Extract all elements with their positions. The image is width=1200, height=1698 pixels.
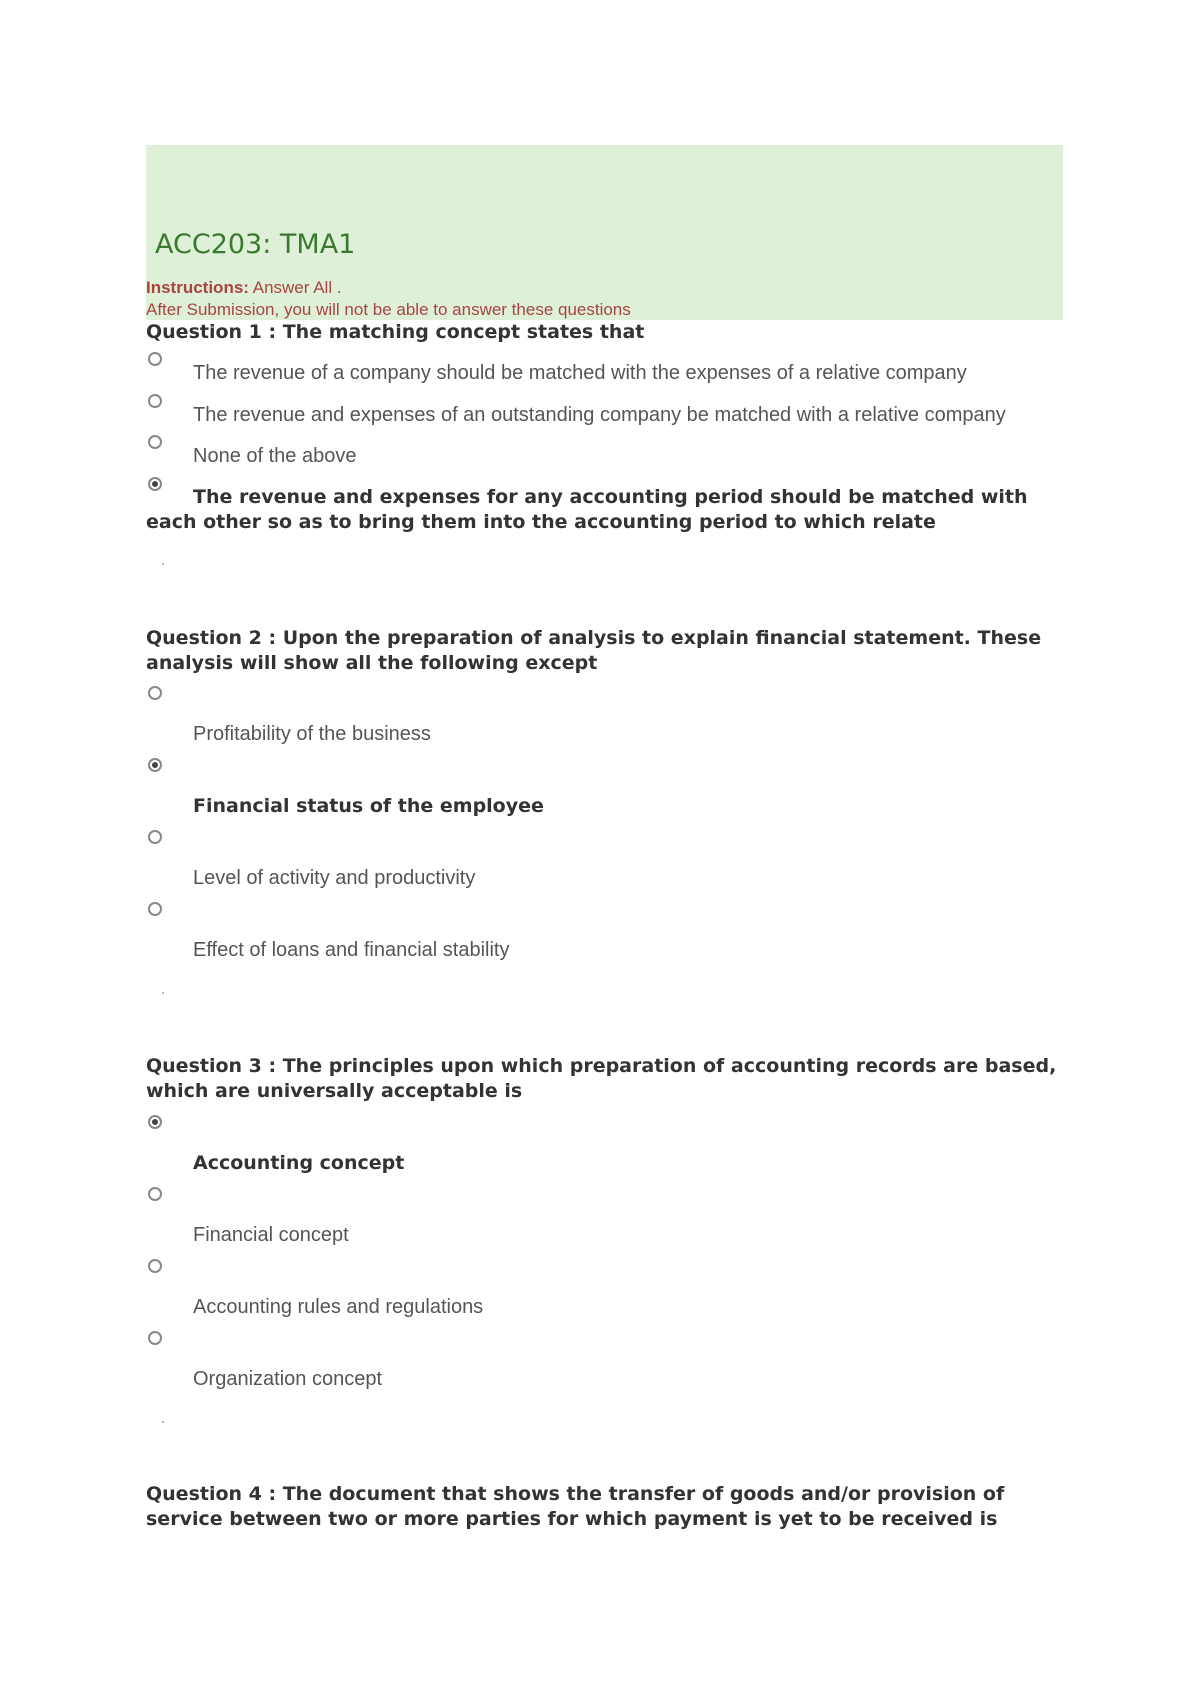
- instructions-label: Instructions:: [146, 278, 249, 297]
- question-4-title: Question 4 : The document that shows the transfer of goods and/or provision of service between two or more parties for which payment is yet to be received is: [146, 1483, 1005, 1530]
- separator-dot: [162, 563, 164, 565]
- question-2-option-3-label[interactable]: Level of activity and productivity: [193, 867, 476, 889]
- question-1-option-3-label[interactable]: None of the above: [193, 445, 357, 467]
- submission-warning: After Submission, you will not be able to answer these questions: [146, 300, 631, 319]
- question-2-option-4-radio[interactable]: [148, 902, 162, 916]
- question-3-option-1-label[interactable]: Accounting concept: [193, 1152, 405, 1174]
- question-1-option-1-label[interactable]: The revenue of a company should be matched with the expenses of a relative company: [193, 362, 967, 384]
- separator-dot: [162, 1421, 164, 1423]
- question-3-option-3-label[interactable]: Accounting rules and regulations: [193, 1296, 484, 1318]
- question-3-title: Question 3 : The principles upon which preparation of accounting records are based, which are universally acceptable is: [146, 1055, 1057, 1102]
- question-3-option-4-radio[interactable]: [148, 1331, 162, 1345]
- question-1-option-1-radio[interactable]: [148, 352, 162, 366]
- question-1-option-2-label[interactable]: The revenue and expenses of an outstanding company be matched with a relative company: [193, 404, 1006, 426]
- question-2-title: Question 2 : Upon the preparation of analysis to explain financial statement. These analysis will show all the following except: [146, 627, 1042, 674]
- question-1-option-2-radio[interactable]: [148, 394, 162, 408]
- question-2-option-4-label[interactable]: Effect of loans and financial stability: [193, 939, 510, 961]
- question-3-option-2-label[interactable]: Financial concept: [193, 1224, 349, 1246]
- question-2-option-2-label[interactable]: Financial status of the employee: [193, 795, 544, 817]
- question-3-option-3-radio[interactable]: [148, 1259, 162, 1273]
- separator-dot: [162, 992, 164, 994]
- question-2-option-2-radio[interactable]: [148, 758, 162, 772]
- page-title: ACC203: TMA1: [155, 229, 356, 260]
- question-3-option-1-radio[interactable]: [148, 1115, 162, 1129]
- question-3-option-4-label[interactable]: Organization concept: [193, 1368, 383, 1390]
- question-1-option-4-label[interactable]: The revenue and expenses for any accounting period should be matched with each other so as to bring them into the accounting period to which relate: [146, 486, 1028, 533]
- question-3-option-2-radio[interactable]: [148, 1187, 162, 1201]
- question-2-option-1-radio[interactable]: [148, 686, 162, 700]
- instructions: [146, 277, 631, 321]
- question-1-title: Question 1 : The matching concept states that: [146, 321, 645, 343]
- question-2-option-1-label[interactable]: Profitability of the business: [193, 723, 431, 745]
- question-1-option-3-radio[interactable]: [148, 435, 162, 449]
- question-2-option-3-radio[interactable]: [148, 830, 162, 844]
- instructions-text: Answer All .: [248, 278, 342, 297]
